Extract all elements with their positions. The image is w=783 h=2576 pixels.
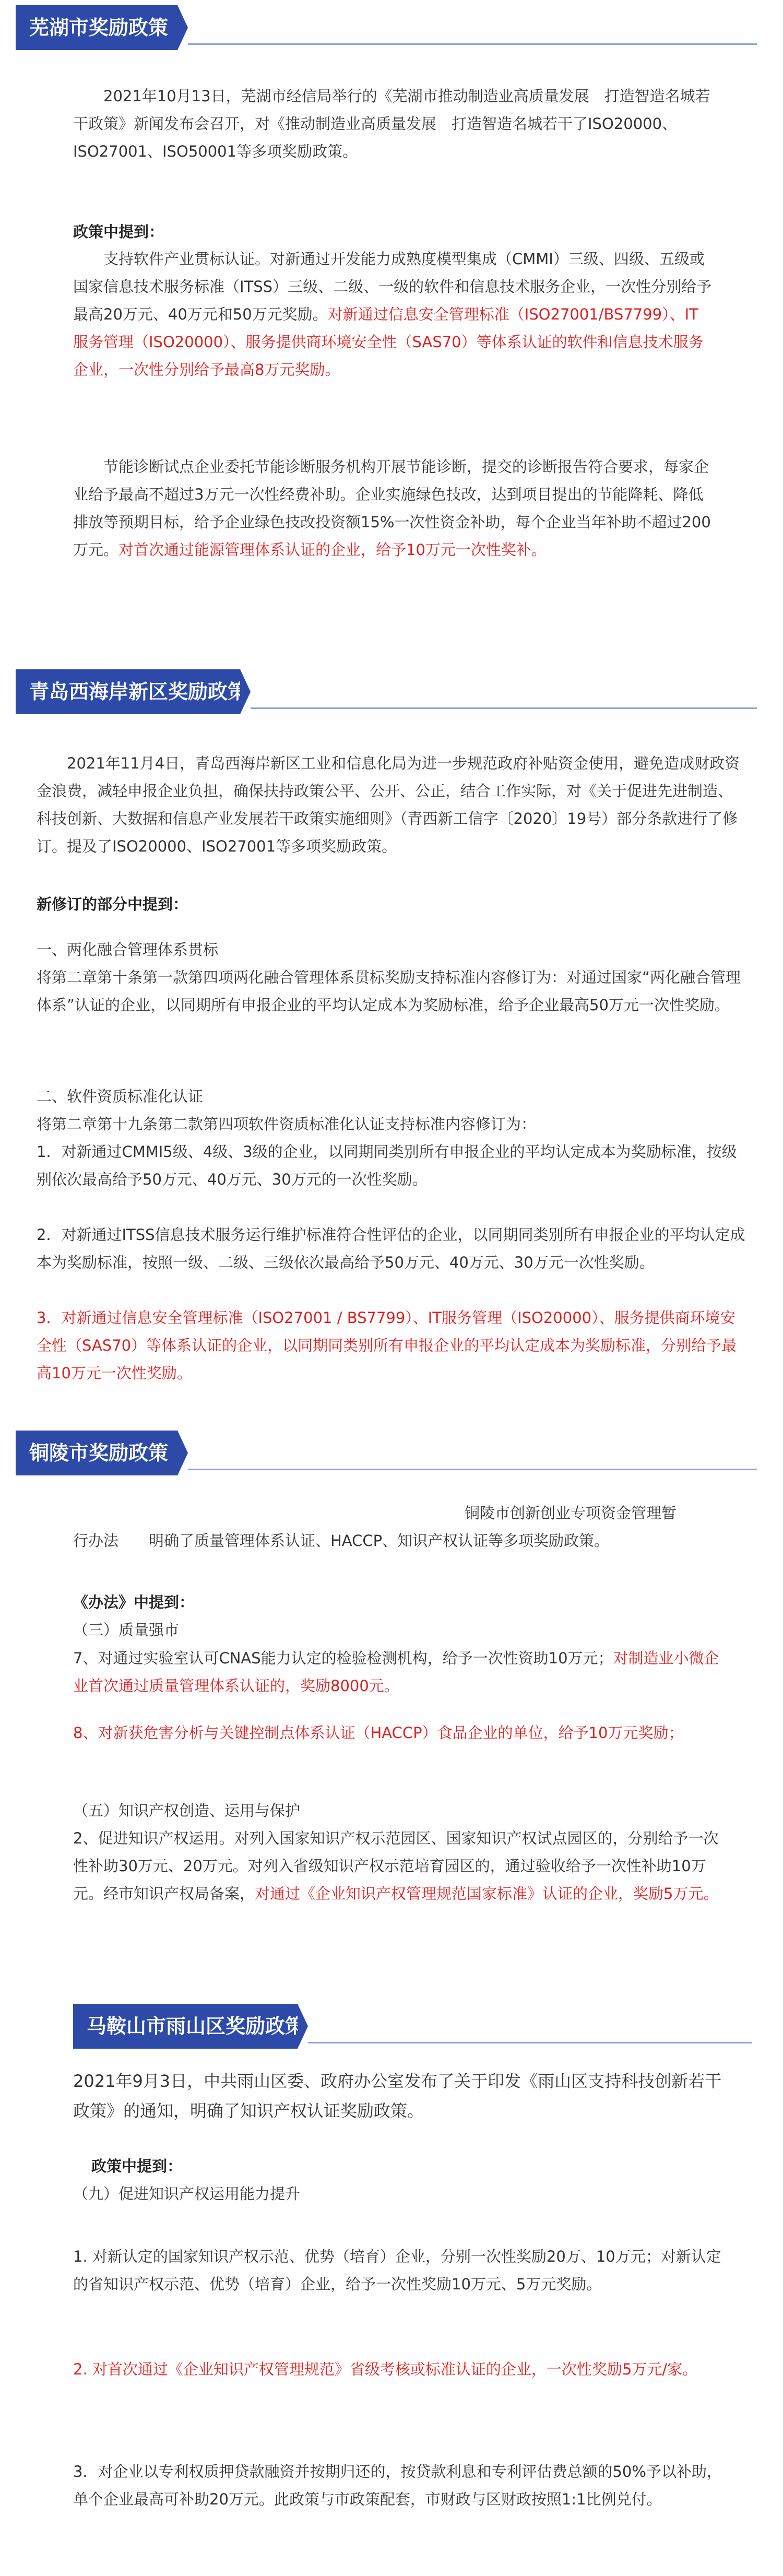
- list-item: 2．对新通过ITSS信息技术服务运行维护标准符合性评估的企业，以同期同类别所有申报企业的平均认定成本为奖励标准，按照一级、二级、三级依次最高给予50万元、40万元、30万元一次性奖励。: [37, 1226, 745, 1271]
- list-item: 3．对企业以专利权质押贷款融资并按期归还的，按贷款利息和专利评估费总额的50%予以补助，单个企业最高可补助20万元。此政策与市政策配套，市财政与区财政按照1:1比例兑付。: [73, 2463, 722, 2508]
- section-header: [16, 5, 757, 50]
- policy-paragraph-1: [73, 245, 715, 384]
- mention-label: 政策中提到：: [91, 2157, 183, 2175]
- item-normal: 7、对通过实验室认可CNAS能力认定的检验检测机构，给予一次性资助10万元；: [73, 1649, 613, 1667]
- mention-label: 《办法》中提到：: [73, 1593, 195, 1611]
- list-item: 1．对新通过CMMI5级、4级、3级的企业，以同期同类别所有申报企业的平均认定成本为奖励标准，按级别依次最高给予50万元、40万元、30万元的一次性奖励。: [37, 1143, 737, 1188]
- section-header: [16, 1431, 757, 1475]
- header-rule: [188, 1469, 757, 1470]
- item-heading: （五）知识产权创造、运用与保护: [73, 1802, 301, 1819]
- item-text: 将第二章第十条第一款第四项两化融合管理体系贯标奖励支持标准内容修订为：对通过国家“两化融合管理体系”认证的企业，以同期所有申报企业的平均认定成本为奖励标准，给予企业最高50万元一次性奖励。: [37, 968, 741, 1014]
- item-highlight: 对通过《企业知识产权管理规范国家标准》认证的企业，奖励5万元。: [255, 1885, 719, 1903]
- item-text: 将第二章第十九条第二款第四项软件资质标准化认证支持标准内容修订为：: [37, 1115, 537, 1133]
- section-header: [16, 669, 757, 714]
- mention-label: 新修订的部分中提到：: [37, 895, 188, 913]
- item-text: [73, 1825, 731, 1908]
- intro-paragraph: 2021年10月13日，芜湖市经信局举行的《芜湖市推动制造业高质量发展 打造智造名城若干政策》新闻发布会召开，对《推动制造业高质量发展 打造智造名城若干了ISO20000、ISO27001、ISO50001等多项奖励政策。: [73, 87, 710, 160]
- item-heading: 二、软件资质标准化认证: [37, 1088, 204, 1105]
- section-title: 马鞍山市雨山区奖励政策: [73, 2004, 298, 2049]
- list-item-highlight: 2. 对首次通过《企业知识产权管理规范》省级考核或标准认证的企业，一次性奖励5万元/家。: [73, 2360, 698, 2378]
- list-item: 1. 对新认定的国家知识产权示范、优势（培育）企业，分别一次性奖励20万、10万元；对新认定的省知识产权示范、优势（培育）企业，给予一次性奖励10万元、5万元奖励。: [73, 2248, 721, 2293]
- section-title: 铜陵市奖励政策: [16, 1431, 177, 1475]
- header-rule: [188, 43, 757, 45]
- intro-line-1: 铜陵市创新创业专项资金管理暂: [465, 1504, 677, 1522]
- header-rule: [251, 707, 757, 709]
- item-heading: 一、两化融合管理体系贯标: [37, 941, 219, 959]
- item-text: [73, 1645, 731, 1700]
- policy-paragraph-2: [73, 453, 715, 564]
- policy-highlight: 对首次通过能源管理体系认证的企业，给予10万元一次性奖补。: [118, 541, 547, 559]
- intro-line-2: 行办法 明确了质量管理体系认证、HACCP、知识产权认证等多项奖励政策。: [73, 1532, 610, 1550]
- mention-label: 政策中提到：: [73, 223, 164, 241]
- intro-paragraph: 2021年11月4日，青岛西海岸新区工业和信息化局为进一步规范政府补贴资金使用，避免造成财政资金浪费，减轻申报企业负担，确保扶持政策公平、公开、公正，结合工作实际，对《关于促进先进制造、科技创新、大数据和信息产业发展若干政策实施细则》（青西新工信字〔2020〕19号）部分条款进行了修订。提及了ISO20000、ISO27001等多项奖励政策。: [37, 754, 740, 855]
- policy-text: 节能诊断试点企业委托节能诊断服务机构开展节能诊断，提交的诊断报告符合要求，每家企业给予最高不超过3万元一次性经费补助。企业实施绿色技改，达到项目提出的节能降耗、降低排放等预期目标，给予企业绿色技改投资额15%一次性资金补助，每个企业当年补助不超过200万元。: [73, 458, 711, 559]
- section-title: 青岛西海岸新区奖励政策: [16, 669, 240, 714]
- intro-paragraph: 2021年9月3日，中共雨山区委、政府办公室发布了关于印发《雨山区支持科技创新若干政策》的通知，明确了知识产权认证奖励政策。: [73, 2071, 722, 2121]
- item-highlight: 8、对新获危害分析与关键控制点体系认证（HACCP）食品企业的单位，给予10万元奖励；: [73, 1724, 684, 1742]
- list-item-highlight: 3．对新通过信息安全管理标准（ISO27001 / BS7799）、IT服务管理（ISO20000）、服务提供商环境安全性（SAS70）等体系认证的企业，以同期同类别所有申报企业的平均认定成本为奖励标准，分别给予最高10万元一次性奖励。: [37, 1309, 737, 1382]
- section-title: 芜湖市奖励政策: [16, 5, 177, 50]
- item-highlight: 对制造业小微企业首次通过质量管理体系认证的，奖励8000元。: [73, 1649, 719, 1695]
- policy-text: 支持软件产业贯标认证。对新通过开发能力成熟度模型集成（CMMI）三级、四级、五级或国家信息技术服务标准（ITSS）三级、二级、一级的软件和信息技术服务企业，一次性分别给予最高20万元、40万元和50万元奖励。: [73, 250, 712, 323]
- item-normal: 2、促进知识产权运用。对列入国家知识产权示范园区、国家知识产权试点园区的，分别给予一次性补助30万元、20万元。对列入省级知识产权示范培育园区的，通过验收给予一次性补助10万元。经市知识产权局备案，: [73, 1829, 719, 1903]
- item-heading: （九）促进知识产权运用能力提升: [73, 2185, 301, 2203]
- policy-highlight: 对新通过信息安全管理标准（ISO27001/BS7799）、IT 服务管理（ISO20000）、服务提供商环境安全性（SAS70）等体系认证的软件和信息技术服务企业，一次性分别给予最高8万元奖励。: [73, 305, 704, 379]
- header-rule: [308, 2042, 752, 2043]
- item-heading: （三）质量强市: [73, 1621, 180, 1639]
- section-header: [73, 2004, 752, 2049]
